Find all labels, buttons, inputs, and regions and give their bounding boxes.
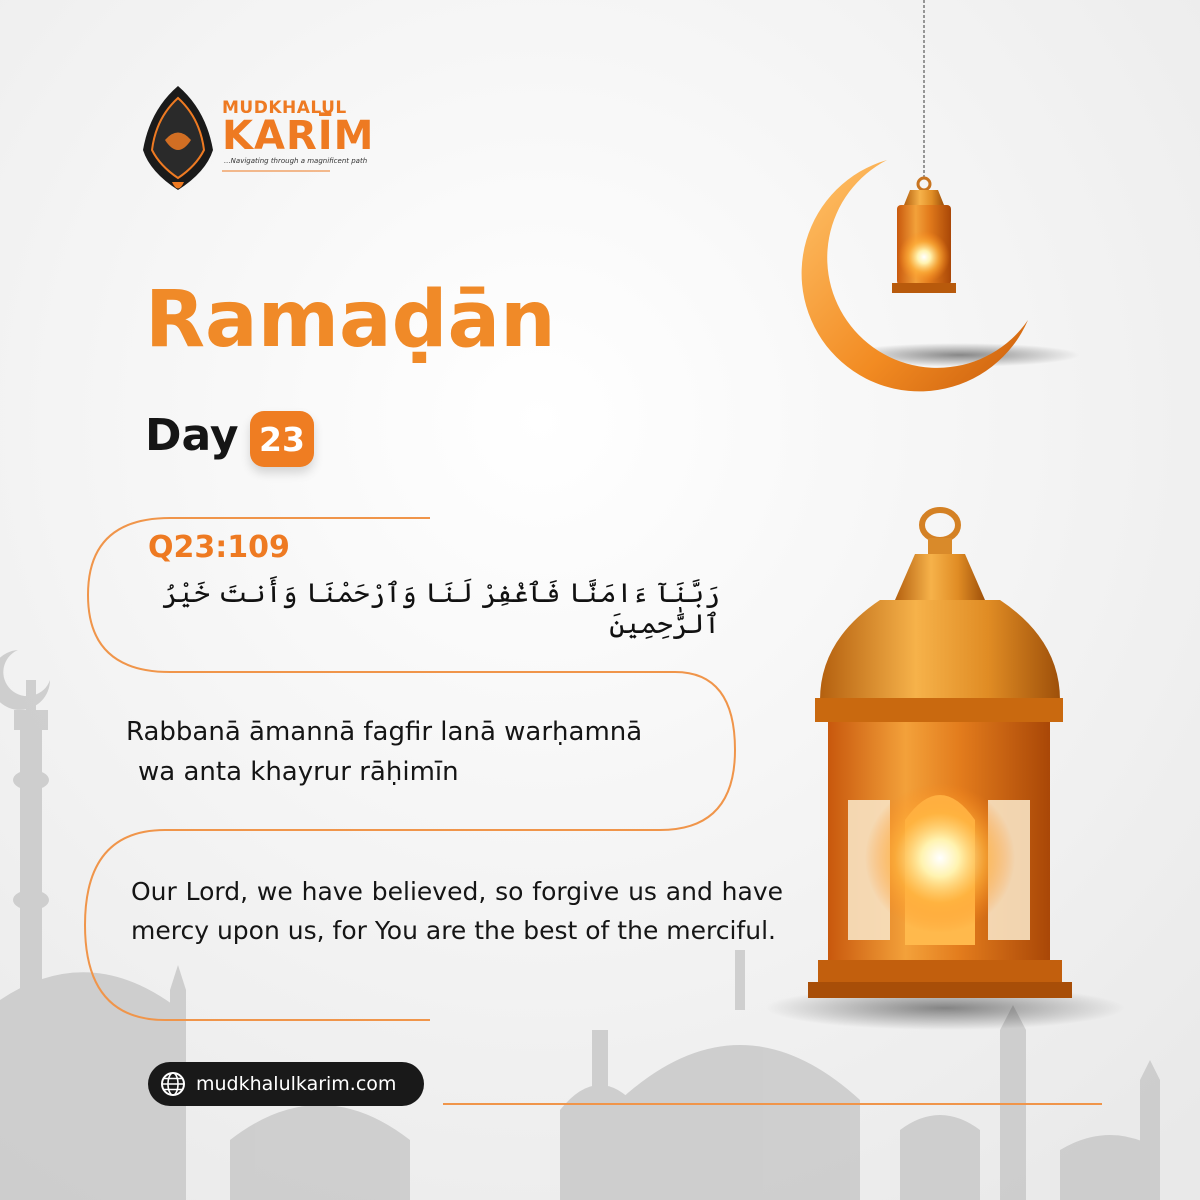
website-url: mudkhalulkarim.com xyxy=(196,1073,397,1095)
verse-transliteration xyxy=(126,712,642,792)
verse-reference: Q23:109 xyxy=(148,530,290,565)
transliteration-line-2: wa anta khayrur rāḥimīn xyxy=(138,757,459,787)
page-title: Ramaḍān xyxy=(145,275,556,365)
brand-tagline: ...Navigating through a magnificent path xyxy=(224,157,368,165)
verse-arabic: رَبَّنَآ ءَامَنَّا فَٱغْفِرْ لَنَا وَٱرْحَمْنَا وَأَنتَ خَيْرُ ٱلرَّٰحِمِينَ xyxy=(162,578,720,640)
globe-icon xyxy=(160,1071,186,1097)
transliteration-line-1: Rabbanā āmannā fagfir lanā warḥamnā xyxy=(126,717,643,747)
day-label: Day xyxy=(145,410,239,461)
day-number-badge: 23 xyxy=(250,411,314,467)
verse-translation: Our Lord, we have believed, so forgive us and have mercy upon us, for You are the best of the merciful. xyxy=(131,877,783,945)
brand-name-bottom: KARĪM xyxy=(222,113,375,159)
website-link[interactable] xyxy=(148,1062,424,1106)
brand-name-top: MUDKHALUL xyxy=(222,98,347,118)
